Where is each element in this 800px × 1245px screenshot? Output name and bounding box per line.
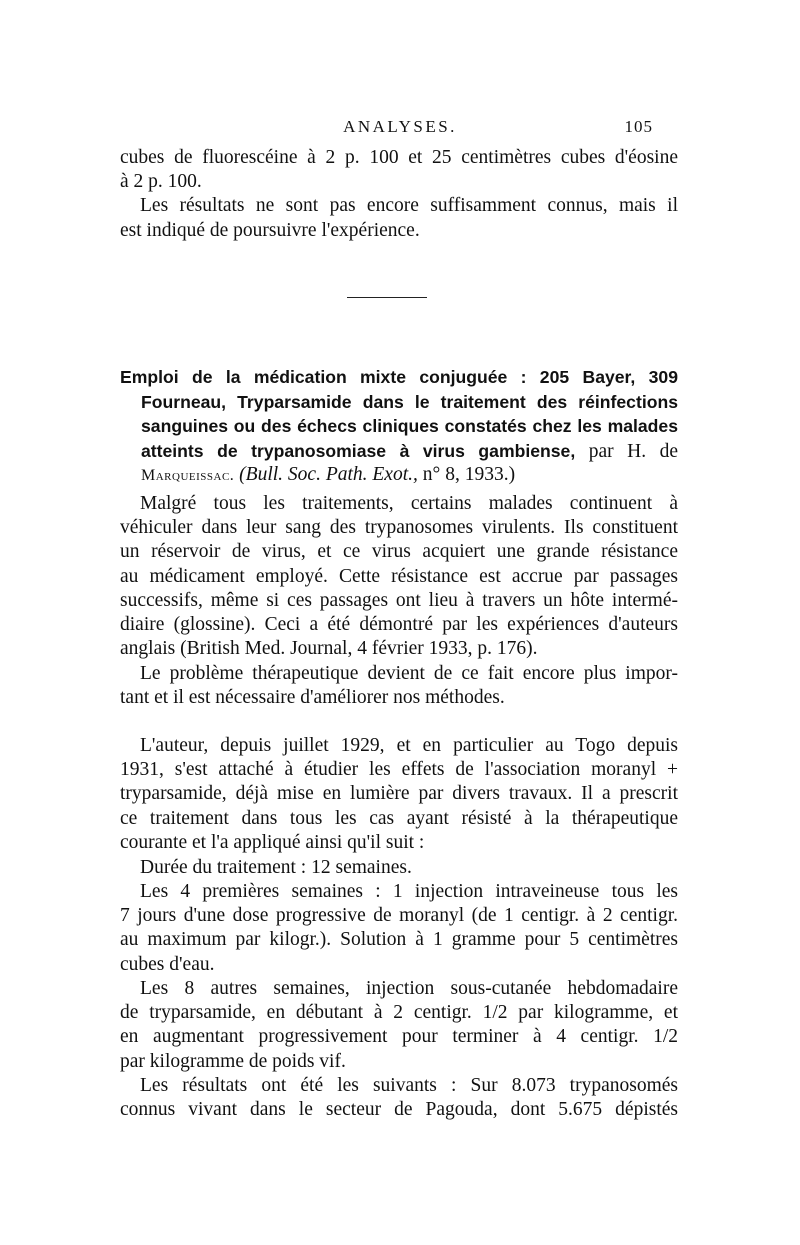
citation-issue: n° 8, 1933.)	[422, 464, 516, 485]
title-author-prefix: par H. de	[588, 440, 678, 462]
text-line: diaire (glossine). Ceci a été démontré par les expériences d'auteurs	[120, 613, 678, 635]
text-line: cubes de fluorescéine à 2 p. 100 et 25 centimètres cubes d'éosine	[120, 147, 678, 168]
text-line: véhiculer dans leur sang des trypanosomes virulents. Ils constituent	[120, 517, 678, 539]
text-line: tant et il est nécessaire d'améliorer nos méthodes.	[120, 687, 505, 709]
text-line: successifs, même si ces passages ont lieu à travers un hôte intermé-	[120, 589, 678, 611]
title-line: Fourneau, Tryparsamide dans le traitement des réinfections	[141, 391, 678, 412]
text-line: L'auteur, depuis juillet 1929, et en particulier au Togo depuis	[140, 735, 678, 756]
section-divider	[347, 297, 427, 298]
paragraph-7	[120, 1074, 678, 1122]
paragraph-6	[120, 977, 678, 1074]
citation-line	[120, 463, 678, 488]
text-line: Durée du traitement : 12 semaines.	[140, 857, 412, 878]
text-line: en augmentant progressivement pour terminer à 4 centigr. 1/2	[120, 1026, 678, 1048]
title-line	[120, 439, 678, 464]
text-line: Malgré tous les traitements, certains malades continuent à	[140, 493, 678, 514]
text-line: Les 4 premières semaines : 1 injection intraveineuse tous les	[140, 881, 678, 902]
text-line: tryparsamide, déjà mise en lumière par divers travaux. Il a prescrit	[120, 783, 678, 805]
paragraph-4	[120, 856, 678, 880]
text-line: de tryparsamide, en débutant à 2 centigr. 1/2 par kilogramme, et	[120, 1002, 678, 1024]
article-title	[120, 365, 678, 488]
text-line: anglais (British Med. Journal, 4 février 1933, p. 176).	[120, 638, 538, 660]
text-line: un réservoir de virus, et ce virus acquiert une grande résistance	[120, 541, 678, 563]
author-surname: Marqueissac.	[141, 467, 235, 484]
running-title: ANALYSES.	[343, 117, 457, 136]
page-header	[0, 117, 800, 139]
paragraph-2	[120, 662, 678, 710]
text-line: courante et l'a appliqué ainsi qu'il suit :	[120, 831, 425, 853]
text-line: Les 8 autres semaines, injection sous-cutanée hebdomadaire	[140, 978, 678, 999]
text-line: cubes d'eau.	[120, 953, 215, 975]
title-line-bold: atteints de trypanosomiase à virus gambiense,	[141, 440, 576, 461]
text-line: Les résultats ont été les suivants : Sur 8.073 trypanosomés	[140, 1075, 678, 1096]
text-line: est indiqué de poursuivre l'expérience.	[120, 219, 420, 241]
text-line: 7 jours d'une dose progressive de moranyl (de 1 centigr. à 2 centigr.	[120, 905, 678, 927]
text-line: Les résultats ne sont pas encore suffisamment connus, mais il	[140, 195, 678, 217]
paragraph-3	[120, 734, 678, 855]
text-line: connus vivant dans le secteur de Pagouda, dont 5.675 dépistés	[120, 1099, 678, 1121]
page-number: 105	[624, 117, 653, 136]
title-line: sanguines ou des échecs cliniques constatés chez les malades	[141, 416, 678, 436]
text-line: 1931, s'est attaché à étudier les effets de l'association moranyl +	[120, 759, 678, 781]
text-line: au maximum par kilogr.). Solution à 1 gramme pour 5 centimètres	[120, 929, 678, 951]
citation-journal: (Bull. Soc. Path. Exot.,	[239, 464, 418, 485]
text-line: par kilogramme de poids vif.	[120, 1050, 346, 1072]
top-paragraph	[120, 146, 678, 243]
paragraph-1	[120, 492, 678, 661]
title-line: Emploi de la médication mixte conjuguée : 205 Bayer, 309	[120, 367, 678, 387]
text-line: à 2 p. 100.	[120, 171, 202, 193]
text-line: au médicament employé. Cette résistance est accrue par passages	[120, 565, 678, 587]
text-line: Le problème thérapeutique devient de ce fait encore plus impor-	[140, 663, 678, 684]
paragraph-5	[120, 880, 678, 977]
text-line: ce traitement dans tous les cas ayant résisté à la thérapeutique	[120, 807, 678, 829]
